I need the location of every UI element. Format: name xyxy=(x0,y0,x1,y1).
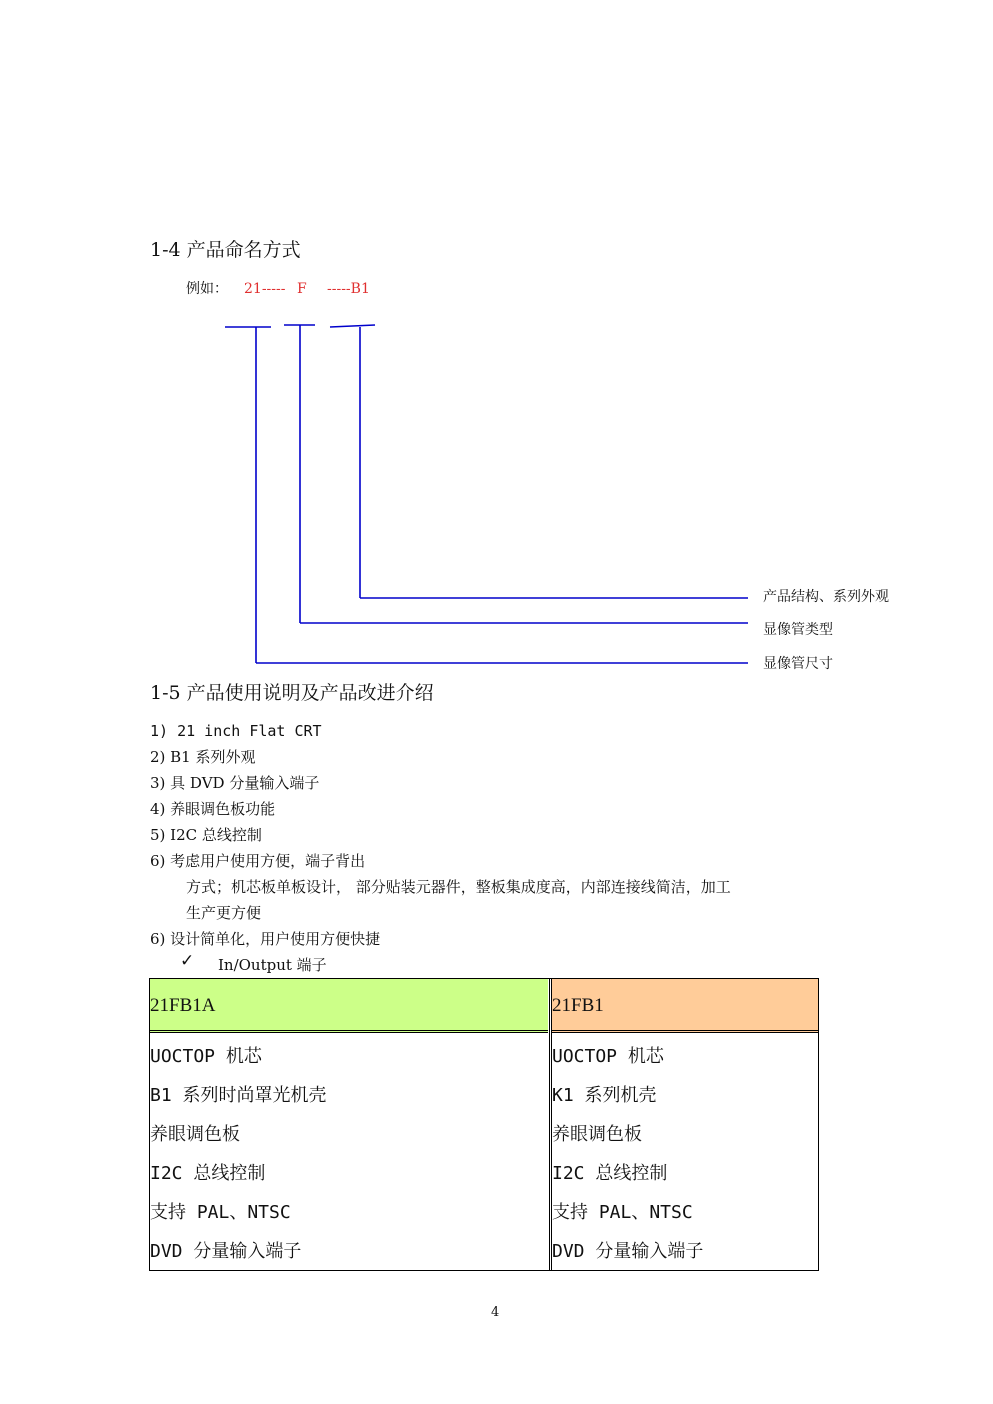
legend-tube-size: 显像管尺寸 xyxy=(763,656,833,672)
list-item: 6) 考虑用户使用方便，端子背出 xyxy=(150,852,366,870)
table-column-21fb1 xyxy=(549,979,818,1270)
list-item: 5) I2C 总线控制 xyxy=(150,826,262,844)
list-item-continuation: 方式；机芯板单板设计， 部分贴装元器件，整板集成度高，内部连接线简洁，加工 xyxy=(186,878,731,896)
table-cell: 养眼调色板 xyxy=(552,1124,642,1145)
table-cell: DVD 分量输入端子 xyxy=(150,1241,302,1262)
table-header: 21FB1A xyxy=(150,979,548,1033)
table-cell: UOCTOP 机芯 xyxy=(150,1046,262,1067)
code-part-type: F xyxy=(297,281,307,297)
table-cell: UOCTOP 机芯 xyxy=(552,1046,664,1067)
page-number: 4 xyxy=(491,1305,500,1320)
list-item: 4) 养眼调色板功能 xyxy=(150,800,276,818)
legend-series: 产品结构、系列外观 xyxy=(763,589,889,605)
comparison-table xyxy=(149,978,819,1271)
bracket-bar-series xyxy=(330,325,375,327)
table-column-21fb1a xyxy=(150,979,548,1270)
table-cell: I2C 总线控制 xyxy=(150,1163,266,1184)
example-label: 例如： xyxy=(186,281,228,297)
table-cell: DVD 分量输入端子 xyxy=(552,1241,704,1262)
table-cell: K1 系列机壳 xyxy=(552,1085,657,1106)
check-item: In/Output 端子 xyxy=(218,956,327,974)
table-cell: I2C 总线控制 xyxy=(552,1163,668,1184)
table-cell: 养眼调色板 xyxy=(150,1124,240,1145)
table-header: 21FB1 xyxy=(552,979,818,1033)
list-item-continuation: 生产更方便 xyxy=(186,904,262,922)
list-item: 3) 具 DVD 分量输入端子 xyxy=(150,774,320,792)
code-part-series: -----B1 xyxy=(327,281,370,297)
table-cell: 支持 PAL、NTSC xyxy=(552,1202,693,1223)
table-cell: B1 系列时尚罩光机壳 xyxy=(150,1085,327,1106)
section-heading-naming: 1-4 产品命名方式 xyxy=(150,239,301,261)
code-part-size: 21----- xyxy=(244,281,286,297)
table-cell: 支持 PAL、NTSC xyxy=(150,1202,291,1223)
list-item: 2) B1 系列外观 xyxy=(150,748,256,766)
section-heading-usage: 1-5 产品使用说明及产品改进介绍 xyxy=(150,682,434,704)
legend-tube-type: 显像管类型 xyxy=(763,622,833,638)
checkmark-icon: ✓ xyxy=(180,951,195,971)
list-item: 1) 21 inch Flat CRT xyxy=(150,722,322,740)
list-item: 6) 设计简单化，用户使用方便快捷 xyxy=(150,930,381,948)
